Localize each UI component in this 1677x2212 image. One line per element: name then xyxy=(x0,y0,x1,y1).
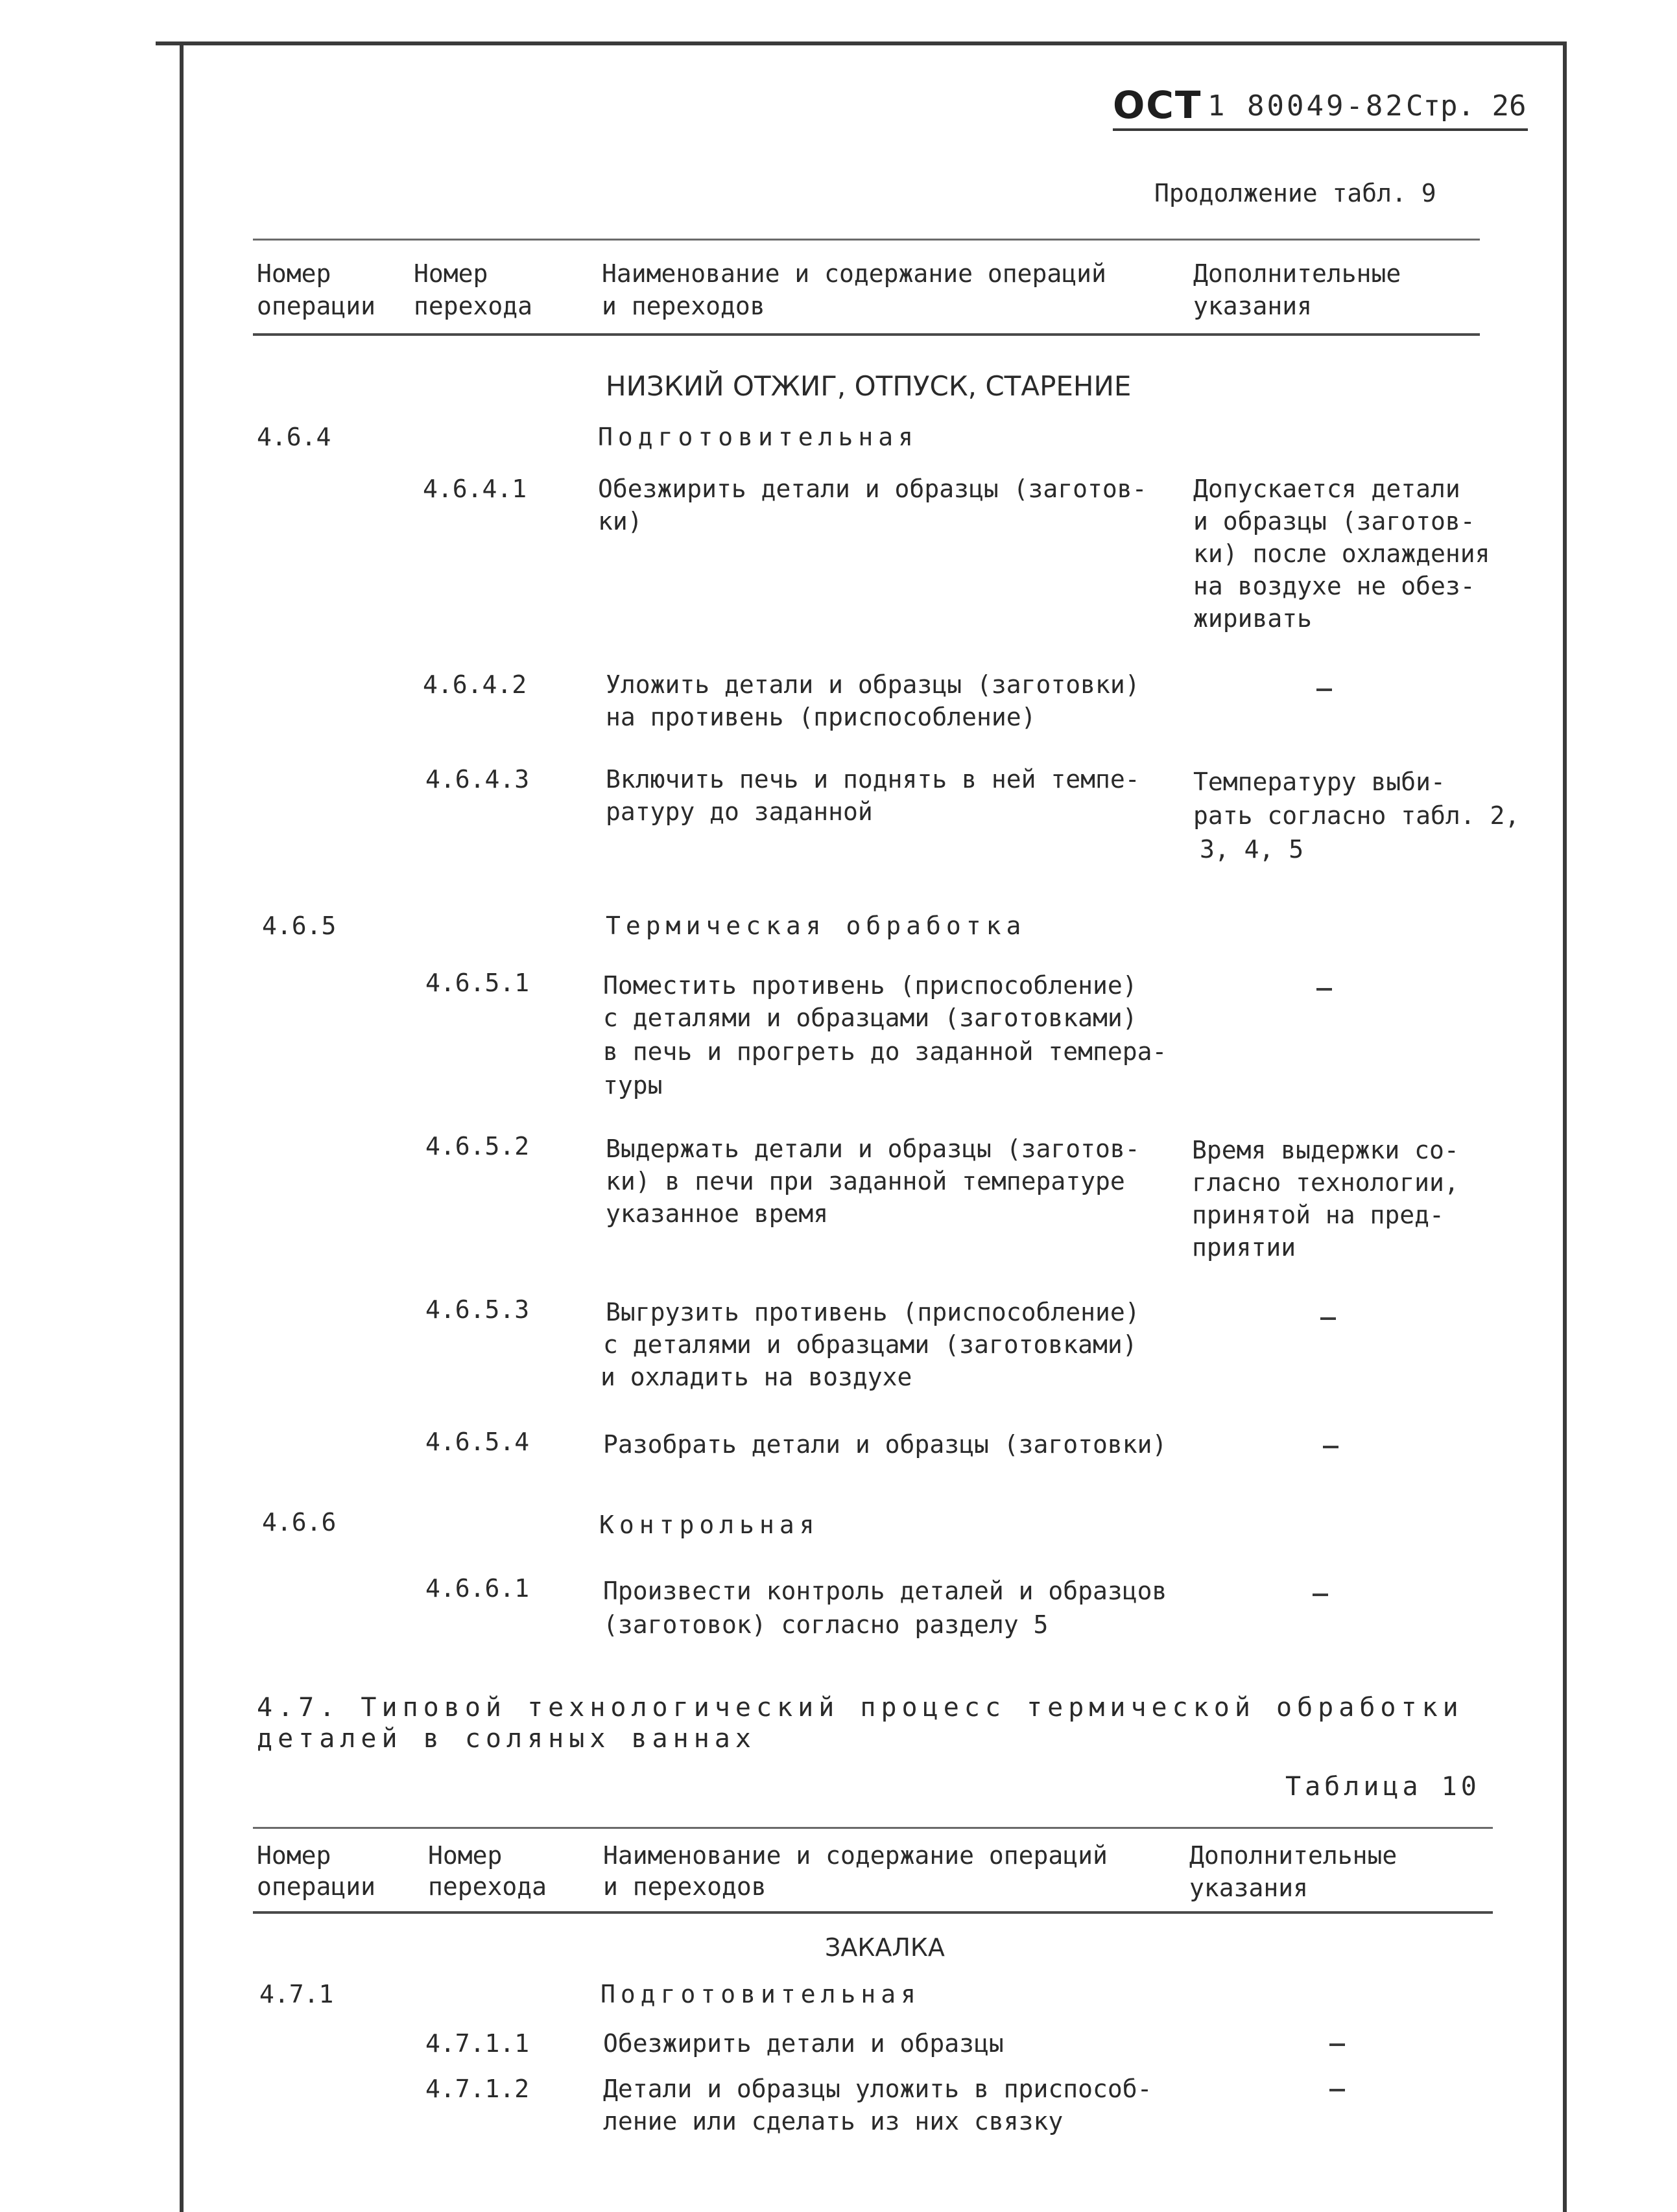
note-text: жиривать xyxy=(1193,604,1313,633)
note-text: рать согласно табл. 2, xyxy=(1193,801,1520,830)
transition-text: Обезжирить детали и образцы xyxy=(603,2029,1004,2058)
table-rule xyxy=(253,1911,1493,1914)
transition-number: 4.6.5.2 xyxy=(425,1132,530,1160)
operation-number: 4.6.4 xyxy=(257,423,331,451)
col-op-label-2: операции xyxy=(257,1872,376,1901)
no-note-dash xyxy=(1329,2043,1345,2046)
col-op-label: Номер xyxy=(257,1841,331,1870)
transition-text: ление или сделать из них связку xyxy=(603,2107,1064,2136)
transition-number: 4.6.4.1 xyxy=(423,475,527,503)
note-text: Время выдержки со- xyxy=(1192,1136,1459,1164)
col-name-label: Наименование и содержание операций xyxy=(603,1841,1108,1870)
no-note-dash xyxy=(1316,688,1332,691)
transition-text: и охладить на воздухе xyxy=(601,1363,912,1391)
note-text: 3, 4, 5 xyxy=(1200,835,1304,864)
transition-text: Детали и образцы уложить в приспособ- xyxy=(603,2075,1152,2103)
standard-number: 1 80049-82 xyxy=(1207,89,1405,123)
no-note-dash xyxy=(1313,1594,1328,1596)
note-text: гласно технологии, xyxy=(1192,1168,1459,1197)
section-heading-2: деталей в соляных ваннах xyxy=(257,1724,756,1754)
transition-text: указанное время xyxy=(606,1199,829,1228)
transition-text: туры xyxy=(603,1071,663,1100)
transition-number: 4.6.5.4 xyxy=(425,1428,530,1456)
col-name-label-2: и переходов xyxy=(603,1872,767,1901)
transition-text: Обезжирить детали и образцы (заготов- xyxy=(598,475,1147,503)
transition-text: Включить печь и поднять в ней темпе- xyxy=(606,765,1140,794)
col-tr-label-2: перехода xyxy=(414,292,533,320)
standard-code: ОСТ xyxy=(1113,83,1202,127)
transition-text: в печь и прогреть до заданной темпера- xyxy=(603,1037,1167,1066)
col-tr-label: Номер xyxy=(414,259,488,288)
transition-text: Уложить детали и образцы (заготовки) xyxy=(606,670,1140,699)
transition-text: Произвести контроль деталей и образцов xyxy=(603,1577,1167,1605)
transition-text: с деталями и образцами (заготовками) xyxy=(603,1004,1137,1032)
operation-name: Подготовительная xyxy=(598,423,919,451)
no-note-dash xyxy=(1320,1317,1336,1320)
operation-name: Контрольная xyxy=(599,1511,820,1539)
continuation-label: Продолжение табл. 9 xyxy=(1154,179,1436,207)
header-underline xyxy=(1113,128,1528,131)
transition-text: на противень (приспособление) xyxy=(606,703,1036,731)
col-op-label: Номер xyxy=(257,259,331,288)
table-label: Таблица 10 xyxy=(1285,1772,1481,1802)
col-extra-label-2: указания xyxy=(1189,1874,1309,1902)
transition-number: 4.6.5.3 xyxy=(425,1295,530,1324)
note-text: и образцы (заготов- xyxy=(1193,507,1475,535)
transition-text: ки) xyxy=(598,507,643,535)
transition-text: с деталями и образцами (заготовками) xyxy=(603,1330,1137,1359)
transition-text: Выгрузить противень (приспособление) xyxy=(606,1298,1140,1326)
section-title: ЗАКАЛКА xyxy=(825,1933,945,1962)
transition-text: ки) в печи при заданной температуре xyxy=(606,1167,1125,1195)
col-op-label-2: операции xyxy=(257,292,376,320)
page-number: Стр. 26 xyxy=(1406,89,1527,123)
operation-name: Подготовительная xyxy=(601,1980,922,2008)
col-extra-label: Дополнительные xyxy=(1193,259,1401,288)
transition-text: Разобрать детали и образцы (заготовки) xyxy=(603,1430,1167,1459)
frame-right-border xyxy=(1563,41,1567,2212)
note-text: приятии xyxy=(1192,1233,1296,1262)
note-text: ки) после охлаждения xyxy=(1193,539,1490,568)
col-name-label-2: и переходов xyxy=(602,292,765,320)
no-note-dash xyxy=(1316,988,1332,991)
note-text: на воздухе не обез- xyxy=(1193,572,1475,600)
operation-number: 4.6.5 xyxy=(262,912,337,940)
note-text: принятой на пред- xyxy=(1192,1201,1444,1229)
table-rule xyxy=(253,333,1480,336)
transition-text: Поместить противень (приспособление) xyxy=(603,971,1137,1000)
operation-name: Термическая обработка xyxy=(606,912,1027,940)
frame-top-border xyxy=(156,41,1565,45)
transition-text: Выдержать детали и образцы (заготов- xyxy=(606,1135,1140,1163)
transition-number: 4.6.4.2 xyxy=(423,670,527,699)
col-tr-label-2: перехода xyxy=(428,1872,547,1901)
transition-number: 4.6.5.1 xyxy=(425,969,530,997)
table-rule xyxy=(253,1827,1493,1829)
col-extra-label-2: указания xyxy=(1193,292,1313,320)
col-tr-label: Номер xyxy=(428,1841,503,1870)
note-text: Допускается детали xyxy=(1193,475,1460,503)
note-text: Температуру выби- xyxy=(1193,768,1445,796)
frame-left-border xyxy=(180,45,184,2212)
transition-number: 4.6.4.3 xyxy=(425,765,530,794)
operation-number: 4.6.6 xyxy=(262,1508,337,1536)
transition-number: 4.7.1.1 xyxy=(425,2029,530,2058)
table-rule xyxy=(253,239,1480,241)
transition-text: ратуру до заданной xyxy=(606,797,873,826)
transition-number: 4.7.1.2 xyxy=(425,2075,530,2103)
transition-text: (заготовок) согласно разделу 5 xyxy=(603,1610,1049,1639)
col-extra-label: Дополнительные xyxy=(1189,1841,1398,1870)
transition-number: 4.6.6.1 xyxy=(425,1574,530,1603)
section-title: НИЗКИЙ ОТЖИГ, ОТПУСК, СТАРЕНИЕ xyxy=(606,370,1132,402)
col-name-label: Наименование и содержание операций xyxy=(602,259,1106,288)
operation-number: 4.7.1 xyxy=(259,1980,334,2008)
section-heading: 4.7. Типовой технологический процесс термической обработки xyxy=(257,1693,1464,1723)
no-note-dash xyxy=(1329,2089,1345,2091)
no-note-dash xyxy=(1323,1446,1338,1448)
